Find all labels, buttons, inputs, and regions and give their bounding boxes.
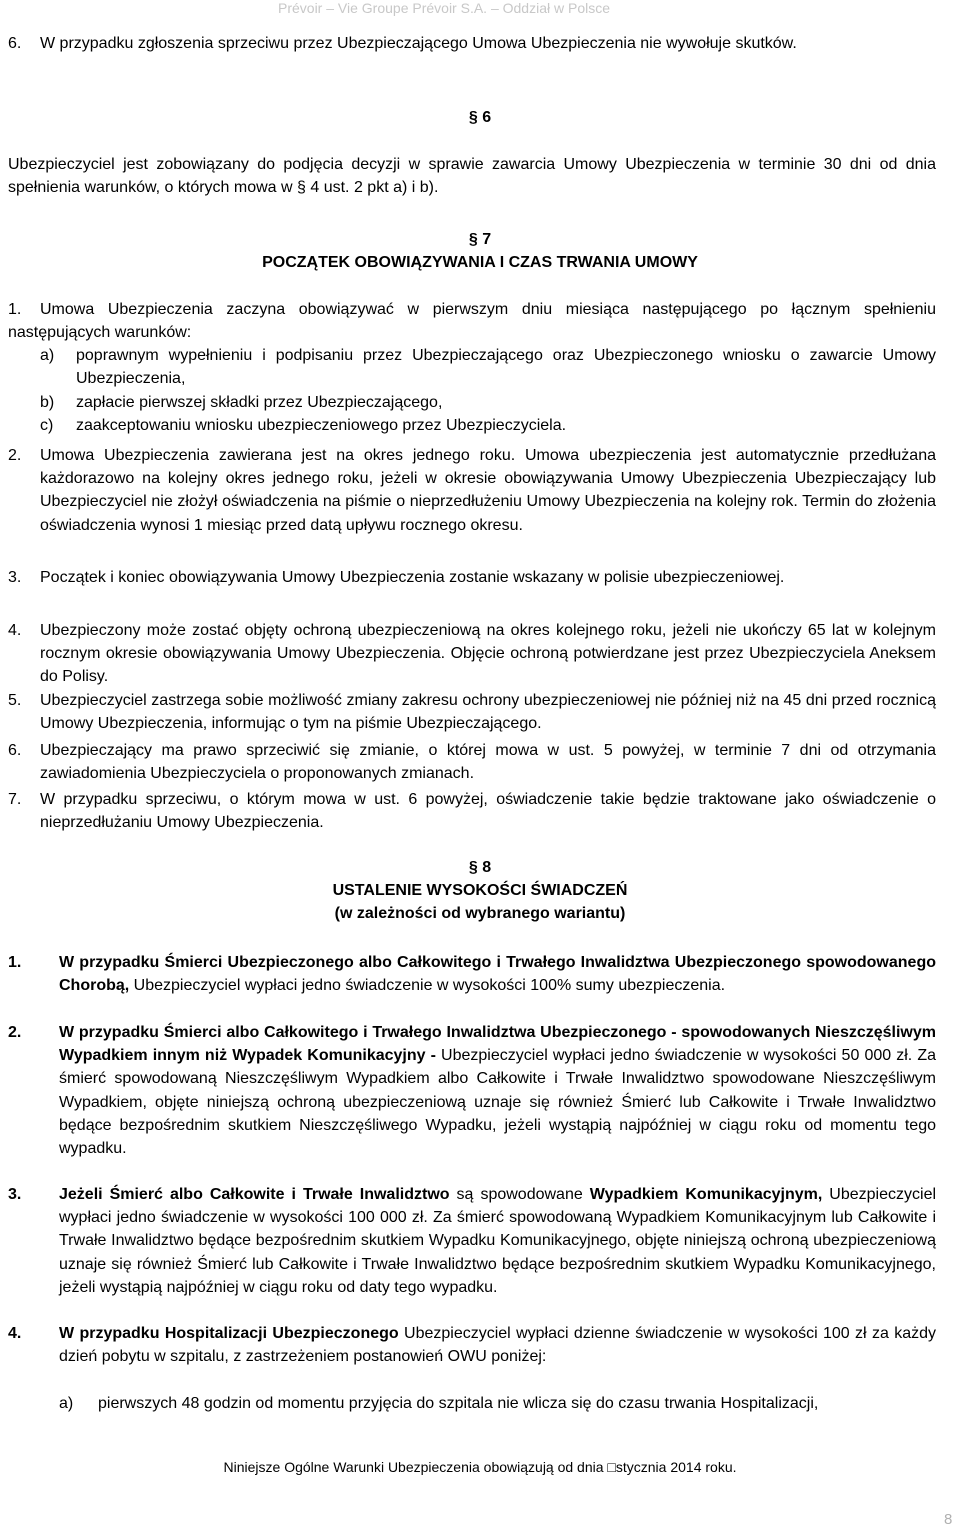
item-number: 2. — [8, 447, 22, 464]
paragraph: Umowa Ubezpieczenia zaczyna obowiązywać w pierwszym dniu miesiąca następującego po łącznym spełnieniu następujących warunków: — [8, 301, 936, 342]
section-heading-6: § 6 — [468, 109, 492, 126]
footer-note: Niniejsze Ogólne Warunki Ubezpieczenia obowiązują od dnia □stycznia 2014 roku. — [223, 1459, 737, 1475]
running-header: Prévoir – Vie Groupe Prévoir S.A. – Oddział w Polsce — [278, 0, 611, 16]
paragraph: W przypadku sprzeciwu, o którym mowa w ust. 6 powyżej, oświadczenie takie będzie traktowane jako oświadczenie o nieprzedłużaniu Umowy Ubezpieczenia. — [40, 791, 936, 832]
paragraph: Początek i koniec obowiązywania Umowy Ubezpieczenia zostanie wskazany w polisie ubezpieczeniowej. — [40, 569, 785, 586]
paragraph: W przypadku zgłoszenia sprzeciwu przez Ubezpieczającego Umowa Ubezpieczenia nie wywołuje skutków. — [40, 35, 797, 52]
paragraph: W przypadku Hospitalizacji Ubezpieczonego Ubezpieczyciel wypłaci dzienne świadczenie w wysokości 100 zł za każdy dzień pobytu w szpitalu, z zastrzeżeniem postanowień OWU poniżej: — [59, 1325, 937, 1366]
sub-label: b) — [40, 394, 55, 411]
item-number: 3. — [8, 569, 22, 586]
item-number: 6. — [8, 35, 22, 52]
sub-item: zaakceptowaniu wniosku ubezpieczeniowego przez Ubezpieczyciela. — [76, 417, 567, 434]
paragraph: Ubezpieczający ma prawo sprzeciwić się zmianie, o której mowa w ust. 5 powyżej, w terminie 7 dni od otrzymania zawiadomienia Ubezpieczyciela o proponowanych zmianach. — [40, 742, 936, 783]
paragraph: Ubezpieczyciel jest zobowiązany do podjęcia decyzji w sprawie zawarcia Umowy Ubezpieczenia w terminie 30 dni od dnia spełnienia warunków, o których mowa w § 4 ust. 2 pkt a) i b). — [8, 156, 936, 197]
item-number: 7. — [8, 791, 22, 808]
sub-label: a) — [40, 347, 55, 364]
paragraph: W przypadku Śmierci albo Całkowitego i Trwałego Inwalidztwa Ubezpieczonego - spowodowanych Nieszczęśliwym Wypadkiem innym niż Wypadek Komunikacyjny - Ubezpieczyciel wypłaci jedno świadczenie w wysokości 50 000 zł. Za śmierć spowodowaną Nieszczęśliwym Wypadkiem albo Całkowite i Trwałe Inwalidztwo spowodowane Nieszczęśliwym Wypadkiem, objęte niniejszą ochroną ubezpieczeniową uznaje się również Śmierć lub Całkowite i Trwałe Inwalidztwo będące bezpośrednim skutkiem Nieszczęśliwego Wypadku, jeżeli wystąpią najpóźniej w ciągu roku od momentu tego wypadku. — [59, 1024, 936, 1158]
paragraph: Jeżeli Śmierć albo Całkowite i Trwałe Inwalidztwo są spowodowane Wypadkiem Komunikacyjnym, Ubezpieczyciel wypłaci jedno świadczenie w wysokości 100 000 zł. Za śmierć spowodowaną Wypadkiem Komunikacyjnym lub Całkowite i Trwałe Inwalidztwo będące bezpośrednim skutkiem Wypadku Komunikacyjnego, objęte niniejszą ochroną ubezpieczeniową uznaje się również Śmierć lub Całkowite i Trwałe Inwalidztwo będące bezpośrednim skutkiem Wypadku Komunikacyjnego, jeżeli wystąpią najpóźniej w ciągu roku od daty tego wypadku. — [59, 1186, 937, 1296]
item-number: 5. — [8, 692, 22, 709]
sub-item: poprawnym wypełnieniu i podpisaniu przez Ubezpieczającego oraz Ubezpieczonego wniosku o zawarcie Umowy Ubezpieczenia, — [76, 347, 936, 388]
section-title-8: USTALENIE WYSOKOŚCI ŚWIADCZEŃ — [332, 882, 628, 899]
paragraph: W przypadku Śmierci Ubezpieczonego albo Całkowitego i Trwałego Inwalidztwa Ubezpieczonego spowodowanego Chorobą, Ubezpieczyciel wypłaci jedno świadczenie w wysokości 100% sumy ubezpieczenia. — [59, 954, 936, 995]
sub-label: a) — [59, 1395, 74, 1412]
item-number: 3. — [8, 1186, 22, 1203]
paragraph: Ubezpieczony może zostać objęty ochroną ubezpieczeniową na okres kolejnego roku, jeżeli nie ukończy 65 lat w kolejnym rocznym okresie obowiązywania Umowy Ubezpieczenia. Objęcie ochroną potwierdzane jest przez Ubezpieczyciela Aneksem do Polisy. — [40, 622, 936, 686]
item-number: 1. — [8, 301, 22, 318]
sub-item: zapłacie pierwszej składki przez Ubezpieczającego, — [76, 394, 443, 411]
item-number: 6. — [8, 742, 22, 759]
item-number: 2. — [8, 1024, 22, 1041]
page-number: 8 — [944, 1511, 953, 1528]
section-subtitle-8: (w zależności od wybranego wariantu) — [334, 905, 626, 922]
paragraph: Umowa Ubezpieczenia zawierana jest na okres jednego roku. Umowa ubezpieczenia jest automatycznie przedłużana każdorazowo na kolejny okres jednego roku, jeżeli w okresie obowiązywania Umowy Ubezpieczenia Ubezpieczający lub Ubezpieczyciel nie złożył oświadczenia na piśmie o nieprzedłużeniu Umowy Ubezpieczenia na kolejny rok. Termin do złożenia oświadczenia wynosi 1 miesiąc przed datą upływu rocznego okresu. — [40, 447, 936, 534]
sub-item: pierwszych 48 godzin od momentu przyjęcia do szpitala nie wlicza się do czasu trwania Hospitalizacji, — [98, 1395, 819, 1412]
paragraph: Ubezpieczyciel zastrzega sobie możliwość zmiany zakresu ochrony ubezpieczeniowej nie później niż na 45 dni przed rocznicą Umowy Ubezpieczenia, informując o tym na piśmie Ubezpieczającego. — [40, 692, 936, 733]
section-title-7: POCZĄTEK OBOWIĄZYWANIA I CZAS TRWANIA UMOWY — [262, 254, 698, 271]
item-number: 4. — [8, 1325, 22, 1342]
item-number: 1. — [8, 954, 22, 971]
sub-label: c) — [40, 417, 54, 434]
item-number: 4. — [8, 622, 22, 639]
section-heading-8: § 8 — [468, 859, 492, 876]
section-heading-7: § 7 — [468, 231, 492, 248]
